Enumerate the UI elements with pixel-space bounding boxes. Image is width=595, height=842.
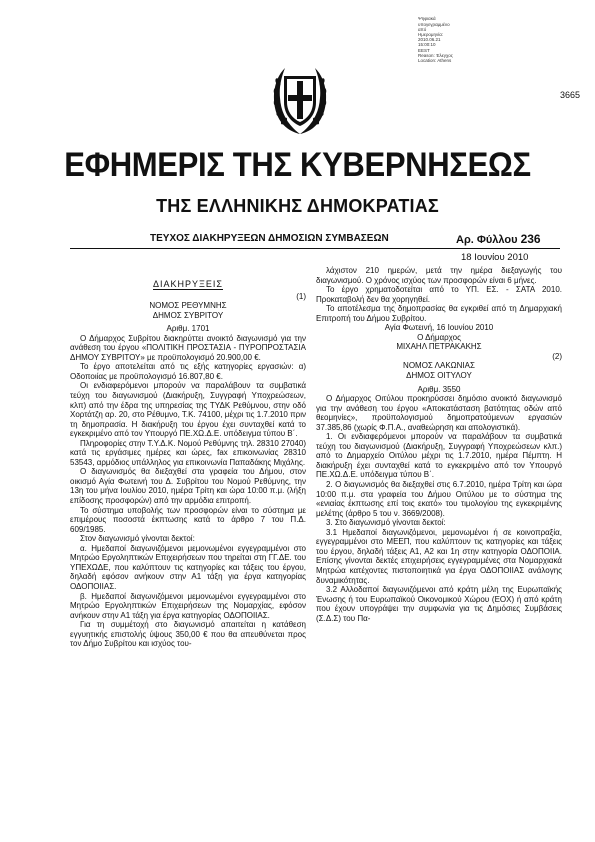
notice-municipality: ΔΗΜΟΣ ΣΥΒΡΙΤΟΥ <box>152 310 224 320</box>
paragraph: α. Ημεδαποί διαγωνιζόμενοι μεμονωμένοι εγγεγραμμένοι στο Μητρώο Εργοληπτικών Επιχειρήσεων που τηρείται στη ΓΓ.ΔΕ. του ΥΠΕΧΩΔΕ, που καλύπτουν τις κατηγορίες και τάξεις του έργου, δηλαδή εφόσον ανήκουν στην Α1 τάξη για έργα κατηγορίας ΟΔΟΠΟΙΙΑΣ. <box>70 543 306 591</box>
notice-number: Αριθμ. 1701 <box>166 324 210 334</box>
paragraph: 2. Ο διαγωνισμός θα διεξαχθεί στις 6.7.2010, ημέρα Τρίτη και ώρα 10:00 π.μ. στα γραφεία του Δήμου Οιτύλου με το σύστημα της «ενιαίας έκπτωσης επί τοις εκατό» του τιμολογίου της εγκεκριμένης μελέτης (άρθρο 5 του ν. 3669/2008). <box>316 480 562 518</box>
paragraph: 3.2 Αλλοδαποί διαγωνιζόμενοι από κράτη μέλη της Ευρωπαϊκής Ένωσης ή του Ευρωπαϊκού Οικονομικού Χώρου (ΕΟΧ) ή από κράτη που έχουν υπογράψει την συμφωνία για τις Δημόσιες Συμβάσεις (Σ.Δ.Σ) του Πα- <box>316 585 562 623</box>
paragraph: Πληροφορίες στην Τ.Υ.Δ.Κ. Νομού Ρεθύμνης τηλ. 28310 27040) κατά τις εργάσιμες ημέρες και ώρες, fax επικοινωνίας 28310 53543, αρμόδιος υπάλληλος για επικοινωνία Παπαδάκης Μιχάλης. <box>70 438 306 467</box>
paragraph: Το σύστημα υποβολής των προσφορών είναι το σύστημα με επιμέρους ποσοστά έκπτωσης κατά το άρθρο 7 του Π.Δ. 609/1985. <box>70 505 306 534</box>
paragraph: Ο διαγωνισμός θα διεξαχθεί στα γραφεία του Δήμου, στον οικισμό Αγία Φωτεινή του Δ. Συβρίτου του Νομού Ρεθύμνης, την 13η του μήνα Ιουλίου 2010, ημέρα Τρίτη και ώρα 10:00 π.μ. (λήξη επίδοσης προσφορών) από την αρμόδια επιτροπή. <box>70 467 306 506</box>
publication-date: 18 Ιουνίου 2010 <box>461 252 529 263</box>
issue-series: ΤΕΥΧΟΣ ΔΙΑΚΗΡΥΞΕΩΝ ΔΗΜΟΣΙΩΝ ΣΥΜΒΑΣΕΩΝ <box>150 233 389 244</box>
notice-index: (1) <box>296 291 306 301</box>
paragraph: λάχιστον 210 ημερών, μετά την ημέρα διεξαγωγής του διαγωνισμού. Ο χρόνος ισχύος των προσφορών είναι 6 μήνες. <box>316 266 562 285</box>
signature-line: από <box>418 26 427 32</box>
paragraph: Ο Δήμαρχος Οιτύλου προκηρύσσει δημόσιο ανοικτό διαγωνισμό για την ανάθεση του έργου «Αποκατάσταση βατότητας οδών από θεομηνίες», προϋπολογισμού δημοπρατούμενων εργασιών 37.385,86 (χωρίς Φ.Π.Α., αναθεώρηση και απολογιστικά). <box>316 394 562 432</box>
signer-name: ΜΙΧΑΗΛ ΠΕΤΡΑΚΑΚΗΣ <box>396 342 482 352</box>
left-column <box>70 280 306 649</box>
notice-body <box>70 334 306 649</box>
paragraph: β. Ημεδαποί διαγωνιζόμενοι μεμονωμένοι εγγεγραμμένοι στο Μητρώο Εργοληπτικών Επιχειρήσεων της Νομαρχίας, εφόσον ανήκουν στην Α1 τάξη για έργα κατηγορίας ΟΔΟΠΟΙΙΑΣ. <box>70 591 306 620</box>
issue-number-label <box>456 232 541 246</box>
notice-index: (2) <box>552 351 562 361</box>
paragraph: 3.1 Ημεδαποί διαγωνιζόμενοι, μεμονωμένοι ή σε κοινοπραξία, εγγεγραμμένοι στο ΜΕΕΠ, που καλύπτουν τις κατηγορίες και τάξεις του έργου, δηλαδή τάξεις Α1, Α2 και 1η στην κατηγορία ΟΔΟΠΟΙΙΑ. Επίσης γίνονται δεκτές επιχειρήσεις εγγεγραμμένες στα Νομαρχιακά Μητρώα κατέχοντες πιστοποιητικά για έργα ΟΔΟΠΟΙΙΑΣ ανάλογης δυναμικότητας. <box>316 527 562 585</box>
digital-signature-block <box>418 6 488 68</box>
right-column <box>316 266 562 623</box>
signature-line: 15:00:10 <box>418 42 436 48</box>
notice-prefecture: ΝΟΜΟΣ ΛΑΚΩΝΙΑΣ <box>403 361 475 371</box>
paragraph: Για τη συμμέτοχή στο διαγωνισμό απαιτείται η κατάθεση εγγυητικής επιστολής ύψους 350,00 € που θα απευθύνεται προς τον Δήμο Συβρίτου και ισχύος του- <box>70 620 306 649</box>
continuation-text <box>316 266 562 323</box>
paragraph: Στον διαγωνισμό γίνονται δεκτοί: <box>80 534 195 544</box>
signature-line: EEST <box>418 47 430 53</box>
gazette-title: ΕΦΗΜΕΡΙΣ ΤΗΣ ΚΥΒΕΡΝΗΣΕΩΣ <box>64 146 531 184</box>
signature-line: Ψηφιακά <box>418 16 436 22</box>
signer-title: Ο Δήμαρχος <box>417 332 461 342</box>
signature-line: 2010.06.21 <box>418 37 441 43</box>
issue-label-text: Αρ. Φύλλου <box>456 234 518 246</box>
notice-municipality: ΔΗΜΟΣ ΟΙΤΥΛΟΥ <box>406 371 472 381</box>
place-date: Αγία Φωτεινή, 16 Ιουνίου 2010 <box>384 323 494 333</box>
notice-number: Αριθμ. 3550 <box>417 384 461 394</box>
paragraph: Το έργο αποτελείται από τις εξής κατηγορίες εργασιών: α) Οδοποιίας με προϋπολογισμό 16.807,80 €. <box>70 362 306 381</box>
section-heading-text: ΔΙΑΚΗΡΥΞΕΙΣ <box>153 279 223 289</box>
section-heading <box>70 280 306 290</box>
signature-line: Ημερομηνία: <box>418 32 444 38</box>
page-number: 3665 <box>560 90 581 100</box>
paragraph: Το έργο χρηματοδοτείται από το ΥΠ. ΕΣ. - ΣΑΤΑ 2010. Προκαταβολή δεν θα χορηγηθεί. <box>316 285 562 304</box>
gazette-subtitle: ΤΗΣ ΕΛΛΗΝΙΚΗΣ ΔΗΜΟΚΡΑΤΙΑΣ <box>156 196 439 216</box>
notice-prefecture: ΝΟΜΟΣ ΡΕΘΥΜΝΗΣ <box>149 301 227 311</box>
header-divider <box>70 248 560 249</box>
paragraph: 3. Στο διαγωνισμό γίνονται δεκτοί: <box>326 518 446 528</box>
paragraph: Ο Δήμαρχος Συβρίτου διακηρύττει ανοικτό διαγωνισμό για την ανάθεση του έργου «ΠΟΛΙΤΙΚΗ ΠΡΟΣΤΑΣΙΑ - ΠΥΡΟΠΡΟΣΤΑΣΙΑ ΔΗΜΟΥ ΣΥΒΡΙΤΟΥ» με προϋπολογισμό 20.900,00 €. <box>70 333 306 362</box>
paragraph: Το αποτέλεσμα της δημοπρασίας θα εγκριθεί από τη Δημαρχιακή Επιτροπή του Δήμου Συβρίτου. <box>316 304 562 323</box>
signature-line: Location: Athens <box>418 58 452 64</box>
paragraph: 1. Οι ενδιαφερόμενοι μπορούν να παραλάβουν τα συμβατικά τεύχη του διαγωνισμού (Διακήρυξη, Συγγραφή Υποχρεώσεων κλπ.) από το Δημαρχείο Οιτύλου μέχρι τις 1.7.2010, ημέρα Πέμπτη. Η διακήρυξη έχει συνταχθεί κατά το εγκεκριμένο από τον Υπουργό ΠΕ.ΧΩ.Δ.Ε. υπόδειγμα τύπου Β΄. <box>316 432 562 480</box>
issue-number: 236 <box>520 232 541 246</box>
signature-line: Reason: Έλεγχος <box>418 52 453 58</box>
coat-of-arms-icon <box>269 64 331 136</box>
paragraph: Οι ενδιαφερόμενοι μπορούν να παραλάβουν τα συμβατικά τεύχη του διαγωνισμού (Διακήρυξη, Συγγραφή Υποχρεώσεων, κλπ) από την έδρα της υπηρεσίας της ΤΥΔΚ Ρεθύμνου, στην οδό Χορτάτζη αρ. 20, στο Ρέθυμνο, Τ.Κ. 74100, μέχρι τις 1.7.2010 πριν τη δημοπρασία. Η διακήρυξη του έργου έχει συνταχθεί κατά το εγκεκριμένο από τον Υπουργό ΠΕ.ΧΩ.Δ.Ε. υπόδειγμα τύπου Β΄. <box>70 381 306 439</box>
notice-body <box>316 394 562 623</box>
signature-line: υπογεγραμμένο <box>418 21 450 27</box>
